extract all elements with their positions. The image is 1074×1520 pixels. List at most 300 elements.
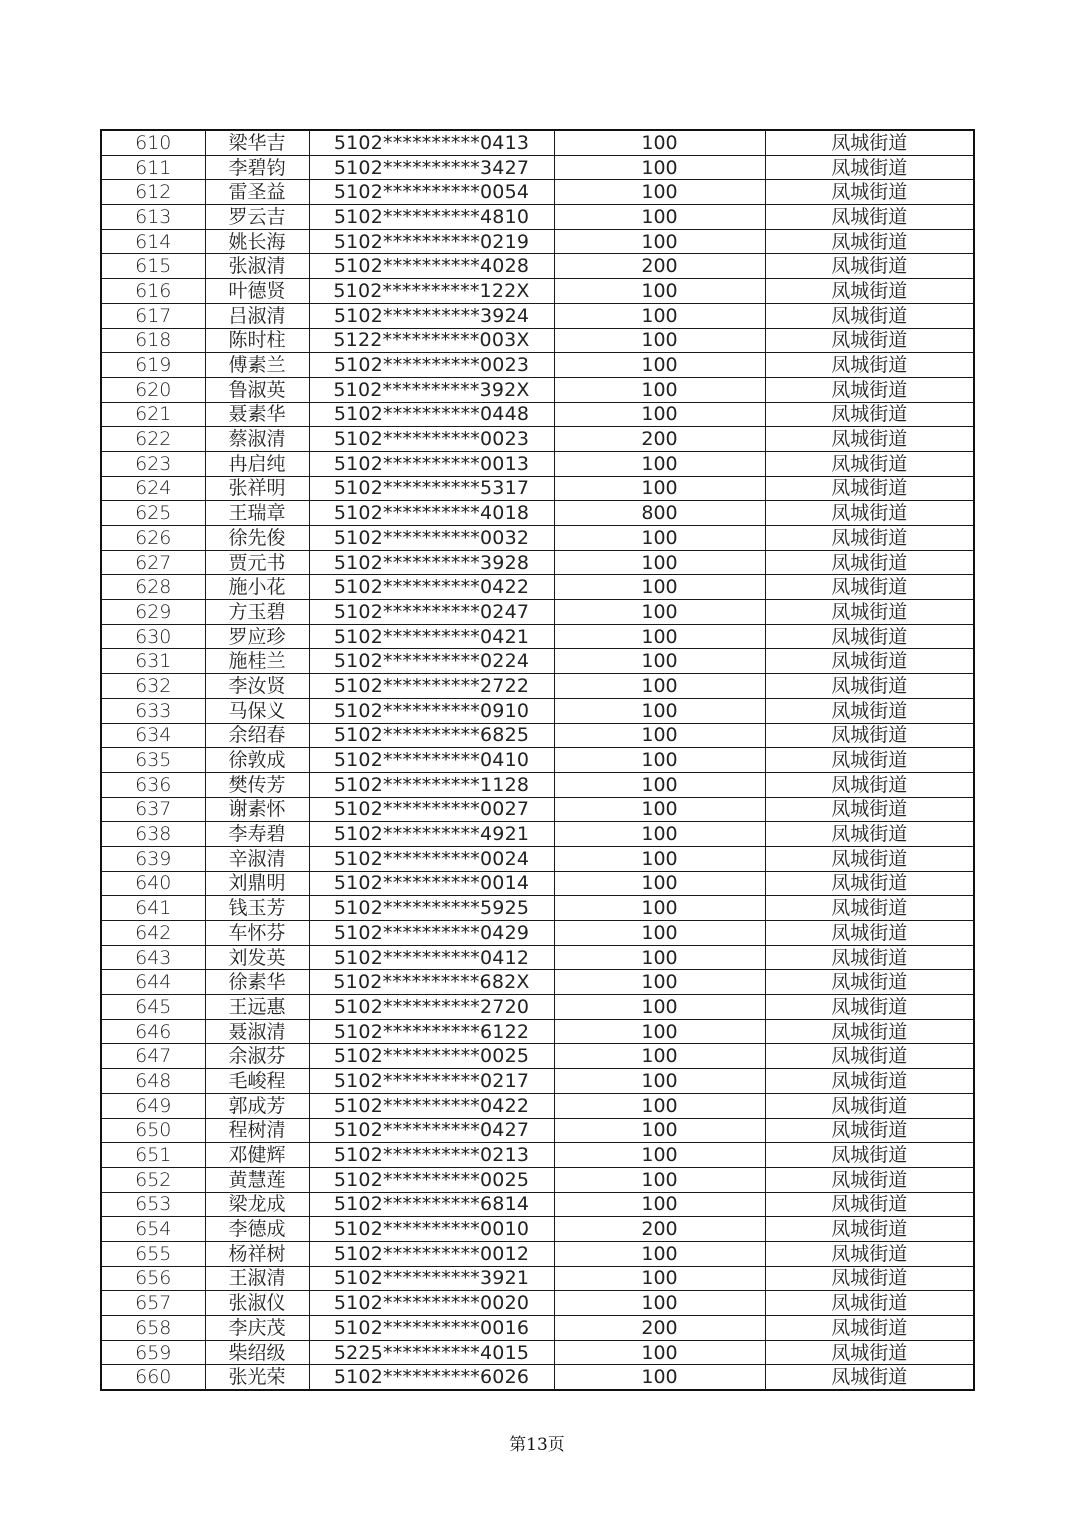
street-cell: 凤城街道 [765, 550, 974, 575]
row-number-cell: 658 [101, 1316, 205, 1341]
row-number-cell: 632 [101, 674, 205, 699]
row-number-cell: 639 [101, 846, 205, 871]
amount-cell: 100 [554, 1241, 765, 1266]
street-cell: 凤城街道 [765, 1093, 974, 1118]
name-cell: 李寿碧 [205, 822, 309, 847]
table-row [101, 130, 974, 155]
name-cell: 张淑仪 [205, 1291, 309, 1316]
table-row [101, 1044, 974, 1069]
name-cell: 辛淑清 [205, 846, 309, 871]
id-number-cell: 5102**********0422 [309, 575, 554, 600]
table-row [101, 402, 974, 427]
amount-cell: 100 [554, 526, 765, 551]
amount-cell: 100 [554, 871, 765, 896]
table-row [101, 970, 974, 995]
row-number-cell: 630 [101, 624, 205, 649]
row-number-cell: 613 [101, 205, 205, 230]
row-number-cell: 637 [101, 797, 205, 822]
id-number-cell: 5102**********6814 [309, 1192, 554, 1217]
id-number-cell: 5102**********5317 [309, 476, 554, 501]
name-cell: 施小花 [205, 575, 309, 600]
table-row [101, 1093, 974, 1118]
id-number-cell: 5102**********0217 [309, 1069, 554, 1094]
id-number-cell: 5102**********0014 [309, 871, 554, 896]
amount-cell: 200 [554, 1217, 765, 1242]
id-number-cell: 5102**********6825 [309, 723, 554, 748]
name-cell: 李德成 [205, 1217, 309, 1242]
amount-cell: 100 [554, 945, 765, 970]
name-cell: 徐敦成 [205, 748, 309, 773]
amount-cell: 100 [554, 674, 765, 699]
amount-cell: 100 [554, 575, 765, 600]
row-number-cell: 638 [101, 822, 205, 847]
id-number-cell: 5102**********3921 [309, 1266, 554, 1291]
id-number-cell: 5102**********3924 [309, 303, 554, 328]
table-row [101, 1241, 974, 1266]
amount-cell: 100 [554, 205, 765, 230]
street-cell: 凤城街道 [765, 1266, 974, 1291]
table-row [101, 1340, 974, 1365]
table-row [101, 1019, 974, 1044]
row-number-cell: 614 [101, 229, 205, 254]
row-number-cell: 645 [101, 995, 205, 1020]
id-number-cell: 5102**********0410 [309, 748, 554, 773]
id-number-cell: 5102**********0024 [309, 846, 554, 871]
street-cell: 凤城街道 [765, 1167, 974, 1192]
street-cell: 凤城街道 [765, 1192, 974, 1217]
id-number-cell: 5102**********0032 [309, 526, 554, 551]
row-number-cell: 651 [101, 1143, 205, 1168]
table-row [101, 1192, 974, 1217]
id-number-cell: 5102**********0213 [309, 1143, 554, 1168]
row-number-cell: 617 [101, 303, 205, 328]
amount-cell: 100 [554, 649, 765, 674]
row-number-cell: 656 [101, 1266, 205, 1291]
name-cell: 李碧钧 [205, 155, 309, 180]
street-cell: 凤城街道 [765, 501, 974, 526]
street-cell: 凤城街道 [765, 526, 974, 551]
street-cell: 凤城街道 [765, 970, 974, 995]
street-cell: 凤城街道 [765, 427, 974, 452]
street-cell: 凤城街道 [765, 871, 974, 896]
row-number-cell: 624 [101, 476, 205, 501]
street-cell: 凤城街道 [765, 476, 974, 501]
amount-cell: 100 [554, 451, 765, 476]
id-number-cell: 5102**********0010 [309, 1217, 554, 1242]
id-number-cell: 5102**********0224 [309, 649, 554, 674]
id-number-cell: 5102**********0023 [309, 353, 554, 378]
row-number-cell: 626 [101, 526, 205, 551]
row-number-cell: 610 [101, 130, 205, 155]
row-number-cell: 653 [101, 1192, 205, 1217]
street-cell: 凤城街道 [765, 945, 974, 970]
id-number-cell: 5102**********0025 [309, 1167, 554, 1192]
street-cell: 凤城街道 [765, 1019, 974, 1044]
amount-cell: 100 [554, 279, 765, 304]
table-row [101, 649, 974, 674]
table-row [101, 377, 974, 402]
street-cell: 凤城街道 [765, 155, 974, 180]
id-number-cell: 5102**********0219 [309, 229, 554, 254]
street-cell: 凤城街道 [765, 254, 974, 279]
name-cell: 方玉碧 [205, 600, 309, 625]
row-number-cell: 647 [101, 1044, 205, 1069]
amount-cell: 100 [554, 723, 765, 748]
name-cell: 徐先俊 [205, 526, 309, 551]
street-cell: 凤城街道 [765, 377, 974, 402]
id-number-cell: 5102**********5925 [309, 896, 554, 921]
id-number-cell: 5102**********2720 [309, 995, 554, 1020]
street-cell: 凤城街道 [765, 130, 974, 155]
street-cell: 凤城街道 [765, 180, 974, 205]
street-cell: 凤城街道 [765, 1069, 974, 1094]
amount-cell: 100 [554, 303, 765, 328]
amount-cell: 100 [554, 1069, 765, 1094]
row-number-cell: 621 [101, 402, 205, 427]
row-number-cell: 623 [101, 451, 205, 476]
id-number-cell: 5102**********0910 [309, 698, 554, 723]
table-row [101, 328, 974, 353]
table-row [101, 624, 974, 649]
id-number-cell: 5102**********0427 [309, 1118, 554, 1143]
name-cell: 王淑清 [205, 1266, 309, 1291]
id-number-cell: 5102**********0448 [309, 402, 554, 427]
street-cell: 凤城街道 [765, 229, 974, 254]
row-number-cell: 642 [101, 921, 205, 946]
name-cell: 罗应珍 [205, 624, 309, 649]
name-cell: 郭成芳 [205, 1093, 309, 1118]
id-number-cell: 5102**********3928 [309, 550, 554, 575]
name-cell: 钱玉芳 [205, 896, 309, 921]
name-cell: 冉启纯 [205, 451, 309, 476]
table-row [101, 427, 974, 452]
amount-cell: 200 [554, 1316, 765, 1341]
amount-cell: 100 [554, 822, 765, 847]
row-number-cell: 641 [101, 896, 205, 921]
id-number-cell: 5102**********1128 [309, 772, 554, 797]
name-cell: 施桂兰 [205, 649, 309, 674]
row-number-cell: 627 [101, 550, 205, 575]
amount-cell: 100 [554, 970, 765, 995]
name-cell: 姚长海 [205, 229, 309, 254]
name-cell: 吕淑清 [205, 303, 309, 328]
amount-cell: 200 [554, 254, 765, 279]
row-number-cell: 652 [101, 1167, 205, 1192]
amount-cell: 200 [554, 427, 765, 452]
street-cell: 凤城街道 [765, 1217, 974, 1242]
name-cell: 邓健辉 [205, 1143, 309, 1168]
name-cell: 张光荣 [205, 1365, 309, 1390]
row-number-cell: 620 [101, 377, 205, 402]
street-cell: 凤城街道 [765, 723, 974, 748]
name-cell: 陈时柱 [205, 328, 309, 353]
street-cell: 凤城街道 [765, 328, 974, 353]
street-cell: 凤城街道 [765, 1241, 974, 1266]
id-number-cell: 5102**********0013 [309, 451, 554, 476]
street-cell: 凤城街道 [765, 1291, 974, 1316]
id-number-cell: 5102**********0012 [309, 1241, 554, 1266]
amount-cell: 100 [554, 1365, 765, 1390]
name-cell: 毛峻程 [205, 1069, 309, 1094]
roster-table [100, 129, 975, 1391]
id-number-cell: 5102**********0025 [309, 1044, 554, 1069]
row-number-cell: 649 [101, 1093, 205, 1118]
id-number-cell: 5102**********6026 [309, 1365, 554, 1390]
name-cell: 刘鼎明 [205, 871, 309, 896]
table-row [101, 945, 974, 970]
street-cell: 凤城街道 [765, 402, 974, 427]
street-cell: 凤城街道 [765, 896, 974, 921]
row-number-cell: 654 [101, 1217, 205, 1242]
amount-cell: 100 [554, 476, 765, 501]
amount-cell: 100 [554, 772, 765, 797]
row-number-cell: 633 [101, 698, 205, 723]
row-number-cell: 629 [101, 600, 205, 625]
row-number-cell: 625 [101, 501, 205, 526]
street-cell: 凤城街道 [765, 600, 974, 625]
row-number-cell: 631 [101, 649, 205, 674]
name-cell: 车怀芬 [205, 921, 309, 946]
row-number-cell: 655 [101, 1241, 205, 1266]
amount-cell: 100 [554, 698, 765, 723]
name-cell: 徐素华 [205, 970, 309, 995]
name-cell: 刘发英 [205, 945, 309, 970]
row-number-cell: 659 [101, 1340, 205, 1365]
row-number-cell: 650 [101, 1118, 205, 1143]
amount-cell: 100 [554, 1192, 765, 1217]
row-number-cell: 648 [101, 1069, 205, 1094]
row-number-cell: 634 [101, 723, 205, 748]
table-row [101, 723, 974, 748]
amount-cell: 100 [554, 1118, 765, 1143]
table-row [101, 155, 974, 180]
amount-cell: 100 [554, 229, 765, 254]
id-number-cell: 5102**********0412 [309, 945, 554, 970]
table-row [101, 254, 974, 279]
amount-cell: 100 [554, 748, 765, 773]
page-number: 第13页 [509, 1435, 565, 1455]
id-number-cell: 5102**********122X [309, 279, 554, 304]
id-number-cell: 5122**********003X [309, 328, 554, 353]
id-number-cell: 5102**********0413 [309, 130, 554, 155]
row-number-cell: 640 [101, 871, 205, 896]
id-number-cell: 5102**********682X [309, 970, 554, 995]
amount-cell: 100 [554, 1143, 765, 1168]
name-cell: 余绍春 [205, 723, 309, 748]
amount-cell: 100 [554, 624, 765, 649]
table-row [101, 1069, 974, 1094]
table-row [101, 846, 974, 871]
name-cell: 梁华吉 [205, 130, 309, 155]
row-number-cell: 657 [101, 1291, 205, 1316]
roster-table-body [101, 130, 974, 1390]
amount-cell: 100 [554, 1340, 765, 1365]
street-cell: 凤城街道 [765, 1316, 974, 1341]
id-number-cell: 5102**********0027 [309, 797, 554, 822]
name-cell: 张祥明 [205, 476, 309, 501]
street-cell: 凤城街道 [765, 205, 974, 230]
row-number-cell: 619 [101, 353, 205, 378]
table-row [101, 476, 974, 501]
name-cell: 马保义 [205, 698, 309, 723]
amount-cell: 100 [554, 353, 765, 378]
table-row [101, 1316, 974, 1341]
name-cell: 罗云吉 [205, 205, 309, 230]
row-number-cell: 618 [101, 328, 205, 353]
amount-cell: 100 [554, 1093, 765, 1118]
row-number-cell: 616 [101, 279, 205, 304]
amount-cell: 100 [554, 1291, 765, 1316]
amount-cell: 100 [554, 1167, 765, 1192]
street-cell: 凤城街道 [765, 1118, 974, 1143]
amount-cell: 100 [554, 797, 765, 822]
name-cell: 杨祥树 [205, 1241, 309, 1266]
row-number-cell: 615 [101, 254, 205, 279]
name-cell: 谢素怀 [205, 797, 309, 822]
name-cell: 雷圣益 [205, 180, 309, 205]
name-cell: 余淑芬 [205, 1044, 309, 1069]
table-row [101, 353, 974, 378]
table-row [101, 995, 974, 1020]
street-cell: 凤城街道 [765, 649, 974, 674]
table-row [101, 229, 974, 254]
amount-cell: 800 [554, 501, 765, 526]
table-row [101, 1266, 974, 1291]
id-number-cell: 5102**********0023 [309, 427, 554, 452]
amount-cell: 100 [554, 846, 765, 871]
name-cell: 李庆茂 [205, 1316, 309, 1341]
amount-cell: 100 [554, 1266, 765, 1291]
table-row [101, 797, 974, 822]
amount-cell: 100 [554, 377, 765, 402]
id-number-cell: 5102**********4018 [309, 501, 554, 526]
table-row [101, 451, 974, 476]
table-row [101, 1167, 974, 1192]
table-row [101, 921, 974, 946]
table-row [101, 600, 974, 625]
table-row [101, 1291, 974, 1316]
amount-cell: 100 [554, 328, 765, 353]
table-row [101, 871, 974, 896]
row-number-cell: 622 [101, 427, 205, 452]
row-number-cell: 646 [101, 1019, 205, 1044]
table-row [101, 279, 974, 304]
id-number-cell: 5102**********6122 [309, 1019, 554, 1044]
name-cell: 李汝贤 [205, 674, 309, 699]
street-cell: 凤城街道 [765, 698, 974, 723]
street-cell: 凤城街道 [765, 1340, 974, 1365]
name-cell: 蔡淑清 [205, 427, 309, 452]
table-row [101, 698, 974, 723]
table-row [101, 575, 974, 600]
street-cell: 凤城街道 [765, 995, 974, 1020]
street-cell: 凤城街道 [765, 797, 974, 822]
street-cell: 凤城街道 [765, 279, 974, 304]
name-cell: 叶德贤 [205, 279, 309, 304]
table-row [101, 1143, 974, 1168]
table-row [101, 772, 974, 797]
table-row [101, 1365, 974, 1390]
row-number-cell: 644 [101, 970, 205, 995]
amount-cell: 100 [554, 1044, 765, 1069]
street-cell: 凤城街道 [765, 772, 974, 797]
table-row [101, 896, 974, 921]
name-cell: 王远惠 [205, 995, 309, 1020]
amount-cell: 100 [554, 1019, 765, 1044]
id-number-cell: 5102**********0429 [309, 921, 554, 946]
amount-cell: 100 [554, 600, 765, 625]
id-number-cell: 5102**********0422 [309, 1093, 554, 1118]
table-row [101, 674, 974, 699]
id-number-cell: 5102**********392X [309, 377, 554, 402]
street-cell: 凤城街道 [765, 921, 974, 946]
amount-cell: 100 [554, 995, 765, 1020]
amount-cell: 100 [554, 921, 765, 946]
street-cell: 凤城街道 [765, 1044, 974, 1069]
street-cell: 凤城街道 [765, 624, 974, 649]
id-number-cell: 5102**********0020 [309, 1291, 554, 1316]
amount-cell: 100 [554, 402, 765, 427]
table-row [101, 1118, 974, 1143]
id-number-cell: 5102**********2722 [309, 674, 554, 699]
table-row [101, 180, 974, 205]
name-cell: 程树清 [205, 1118, 309, 1143]
table-row [101, 501, 974, 526]
table-row [101, 526, 974, 551]
id-number-cell: 5102**********4921 [309, 822, 554, 847]
street-cell: 凤城街道 [765, 1143, 974, 1168]
table-row [101, 748, 974, 773]
row-number-cell: 643 [101, 945, 205, 970]
table-row [101, 205, 974, 230]
street-cell: 凤城街道 [765, 846, 974, 871]
street-cell: 凤城街道 [765, 1365, 974, 1390]
name-cell: 傅素兰 [205, 353, 309, 378]
amount-cell: 100 [554, 180, 765, 205]
row-number-cell: 628 [101, 575, 205, 600]
name-cell: 黄慧莲 [205, 1167, 309, 1192]
name-cell: 鲁淑英 [205, 377, 309, 402]
street-cell: 凤城街道 [765, 748, 974, 773]
name-cell: 贾元书 [205, 550, 309, 575]
name-cell: 王瑞章 [205, 501, 309, 526]
table-row [101, 822, 974, 847]
table-row [101, 550, 974, 575]
amount-cell: 100 [554, 155, 765, 180]
table-row [101, 303, 974, 328]
street-cell: 凤城街道 [765, 575, 974, 600]
name-cell: 柴绍级 [205, 1340, 309, 1365]
name-cell: 张淑清 [205, 254, 309, 279]
name-cell: 聂淑清 [205, 1019, 309, 1044]
id-number-cell: 5102**********4028 [309, 254, 554, 279]
street-cell: 凤城街道 [765, 303, 974, 328]
id-number-cell: 5102**********4810 [309, 205, 554, 230]
row-number-cell: 660 [101, 1365, 205, 1390]
street-cell: 凤城街道 [765, 822, 974, 847]
name-cell: 樊传芳 [205, 772, 309, 797]
id-number-cell: 5102**********0054 [309, 180, 554, 205]
row-number-cell: 635 [101, 748, 205, 773]
amount-cell: 100 [554, 550, 765, 575]
id-number-cell: 5102**********0247 [309, 600, 554, 625]
amount-cell: 100 [554, 896, 765, 921]
name-cell: 聂素华 [205, 402, 309, 427]
amount-cell: 100 [554, 130, 765, 155]
street-cell: 凤城街道 [765, 674, 974, 699]
table-row [101, 1217, 974, 1242]
id-number-cell: 5102**********3427 [309, 155, 554, 180]
